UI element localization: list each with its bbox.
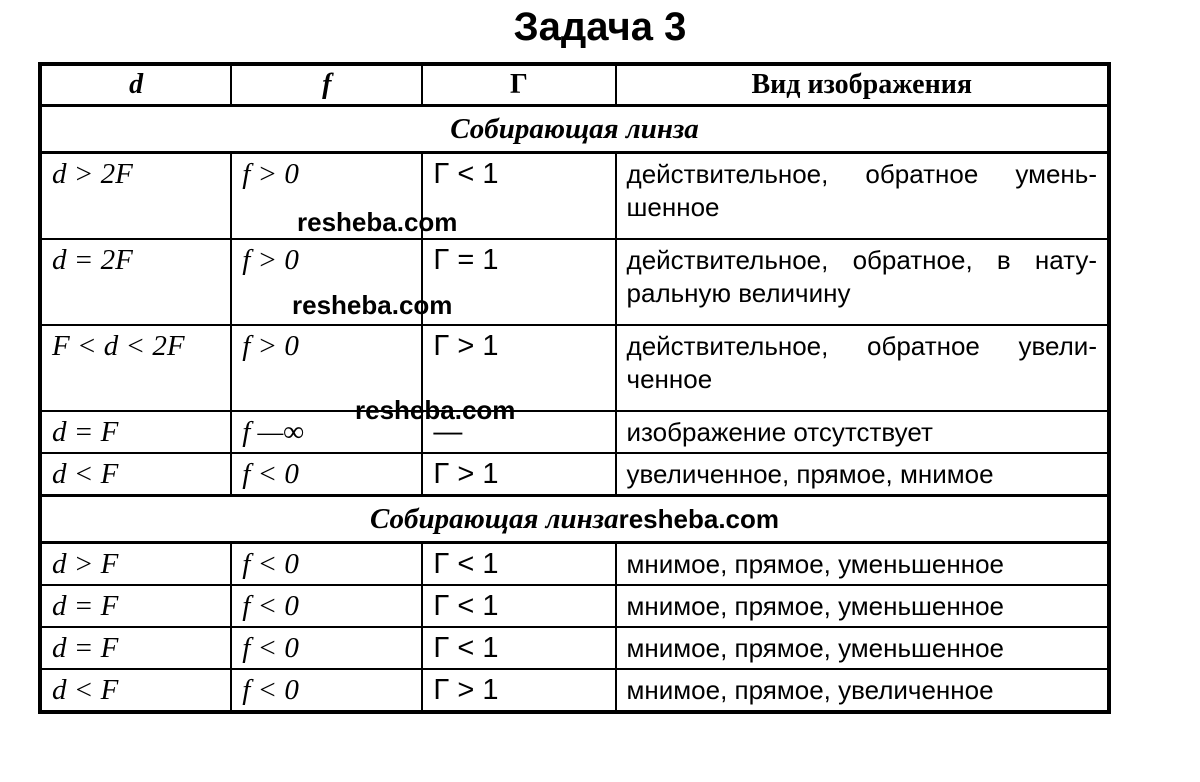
cell-gamma: Γ < 1: [422, 627, 615, 669]
cell-image-type: действительное, обратное умень-шенное: [616, 153, 1109, 240]
section-header-2: [40, 496, 1109, 543]
cell-f: f < 0: [231, 627, 422, 669]
cell-d: d < F: [40, 669, 231, 712]
cell-image-type: мнимое, прямое, увеличенное: [616, 669, 1109, 712]
section-title-2: [40, 496, 1109, 543]
cell-image-type: изображение отсутствует: [616, 411, 1109, 453]
table-row: [40, 325, 1109, 411]
cell-image-type: увеличенное, прямое, мнимое: [616, 453, 1109, 496]
header-row: [40, 64, 1109, 106]
cell-image-type: мнимое, прямое, уменьшенное: [616, 585, 1109, 627]
cell-d: d < F: [40, 453, 231, 496]
cell-f: f < 0: [231, 543, 422, 586]
cell-image-type: действительное, обратное, в нату-ральную величину: [616, 239, 1109, 325]
cell-gamma: —: [422, 411, 615, 453]
cell-image-type: мнимое, прямое, уменьшенное: [616, 627, 1109, 669]
section-title-2-text: Собирающая линза: [370, 502, 619, 535]
cell-d: d = F: [40, 585, 231, 627]
cell-gamma: Γ = 1: [422, 239, 615, 325]
cell-f: f —∞: [231, 411, 422, 453]
page-title: Задача 3: [513, 5, 687, 49]
cell-d: d = 2F: [40, 239, 231, 325]
header-f: f: [231, 64, 422, 106]
cell-d: d > F: [40, 543, 231, 586]
watermark-text: resheba.com: [292, 290, 453, 320]
cell-gamma: Γ > 1: [422, 453, 615, 496]
cell-f: f > 0: [231, 325, 422, 411]
cell-image-type: действительное, обратное увели-ченное: [616, 325, 1109, 411]
table-row: [40, 627, 1109, 669]
cell-gamma: Γ < 1: [422, 585, 615, 627]
table-row: [40, 153, 1109, 240]
cell-gamma: Γ < 1: [422, 543, 615, 586]
table-row: [40, 239, 1109, 325]
cell-gamma: Γ < 1: [422, 153, 615, 240]
section-title-1: Собирающая линза: [40, 106, 1109, 153]
header-gamma: Γ: [422, 64, 615, 106]
cell-f: f < 0: [231, 669, 422, 712]
header-d: d: [40, 64, 231, 106]
section-header-1: [40, 106, 1109, 153]
watermark-text: resheba.com: [297, 207, 458, 237]
watermark-text: resheba.com: [618, 503, 779, 534]
cell-d: F < d < 2F: [40, 325, 231, 411]
cell-image-type: мнимое, прямое, уменьшенное: [616, 543, 1109, 586]
cell-f: f < 0: [231, 585, 422, 627]
table-row: [40, 453, 1109, 496]
watermark-text: resheba.com: [355, 395, 516, 425]
cell-gamma: Γ > 1: [422, 669, 615, 712]
cell-f: f < 0: [231, 453, 422, 496]
cell-d: d = F: [40, 627, 231, 669]
table-row: [40, 669, 1109, 712]
table-row: [40, 585, 1109, 627]
cell-d: d = F: [40, 411, 231, 453]
cell-f: f > 0: [231, 153, 422, 240]
cell-gamma: Γ > 1: [422, 325, 615, 411]
table-row: [40, 411, 1109, 453]
cell-d: d > 2F: [40, 153, 231, 240]
header-image-type: Вид изображения: [616, 64, 1109, 106]
table-row: [40, 543, 1109, 586]
lens-table: [38, 62, 1111, 714]
cell-f: f > 0: [231, 239, 422, 325]
